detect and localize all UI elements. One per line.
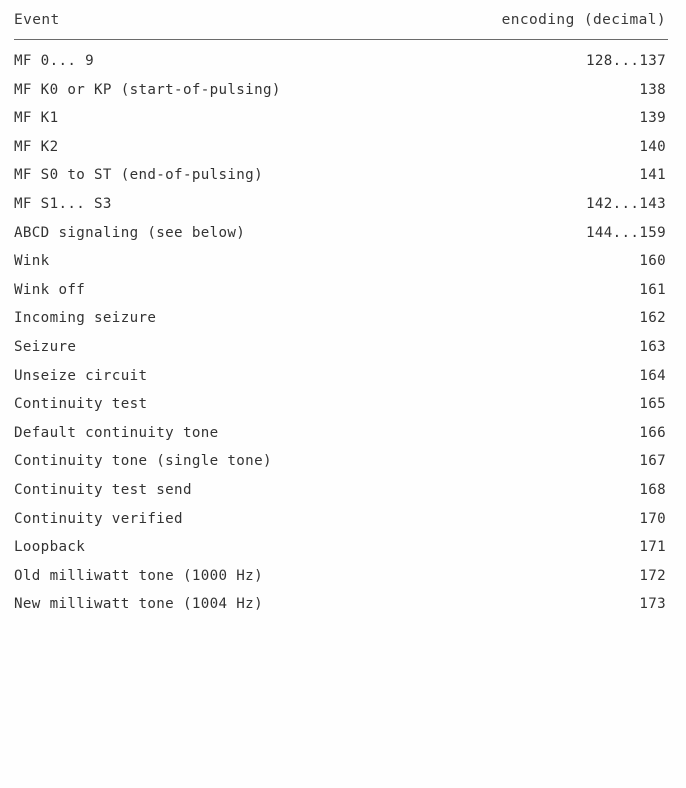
cell-event: MF S1... S3 (14, 195, 112, 212)
cell-encoding: 138 (639, 81, 666, 98)
cell-event: ABCD signaling (see below) (14, 224, 246, 241)
table-row (14, 190, 668, 219)
table-row (14, 390, 668, 419)
cell-encoding: 163 (639, 338, 666, 355)
cell-event: Incoming seizure (14, 310, 157, 327)
table-header-row (14, 6, 668, 40)
table-row (14, 40, 668, 76)
cell-encoding: 142...143 (585, 195, 666, 212)
table-row (14, 561, 668, 590)
cell-encoding: 165 (639, 396, 666, 413)
cell-encoding: 168 (639, 481, 666, 498)
cell-event: Continuity verified (14, 510, 183, 527)
cell-event: Seizure (14, 338, 77, 355)
cell-encoding: 170 (639, 510, 666, 527)
cell-event: MF K1 (14, 110, 59, 127)
column-header-event: Event (14, 12, 60, 28)
cell-encoding: 161 (639, 281, 666, 298)
cell-encoding: 164 (639, 367, 666, 384)
table-header (14, 6, 668, 40)
cell-event: Continuity tone (single tone) (14, 453, 272, 470)
cell-encoding: 172 (639, 567, 666, 584)
cell-event: Old milliwatt tone (1000 Hz) (14, 567, 263, 584)
cell-event: Continuity test (14, 396, 148, 413)
cell-event: MF 0... 9 (14, 53, 95, 69)
table-row (14, 590, 668, 619)
cell-encoding: 140 (639, 138, 666, 155)
table-row (14, 161, 668, 190)
column-header-encoding: encoding (decimal) (501, 12, 666, 28)
cell-event: Unseize circuit (14, 367, 148, 384)
cell-event: New milliwatt tone (1004 Hz) (14, 596, 263, 613)
cell-encoding: 162 (639, 310, 666, 327)
cell-encoding: 141 (639, 167, 666, 184)
table-row (14, 75, 668, 104)
cell-event: Continuity test send (14, 481, 192, 498)
cell-encoding: 144...159 (585, 224, 666, 241)
table-row (14, 418, 668, 447)
table-row (14, 533, 668, 562)
cell-event: Wink (14, 253, 50, 270)
cell-encoding: 167 (639, 453, 666, 470)
cell-encoding: 128...137 (585, 53, 666, 69)
table-row (14, 132, 668, 161)
cell-event: Loopback (14, 539, 86, 556)
table-row (14, 333, 668, 362)
cell-event: MF K2 (14, 138, 59, 155)
table-row (14, 361, 668, 390)
event-encoding-table (14, 6, 668, 619)
cell-encoding: 171 (639, 539, 666, 556)
table-body (14, 40, 668, 619)
cell-event: Wink off (14, 281, 86, 298)
table-row (14, 304, 668, 333)
cell-encoding: 173 (639, 596, 666, 613)
table-row (14, 218, 668, 247)
table-row (14, 504, 668, 533)
cell-encoding: 160 (639, 253, 666, 270)
table-row (14, 247, 668, 276)
table-row (14, 275, 668, 304)
cell-event: Default continuity tone (14, 424, 219, 441)
cell-event: MF K0 or KP (start-of-pulsing) (14, 81, 281, 98)
cell-event: MF S0 to ST (end-of-pulsing) (14, 167, 263, 184)
cell-encoding: 139 (639, 110, 666, 127)
table-row (14, 447, 668, 476)
cell-encoding: 166 (639, 424, 666, 441)
table-row (14, 476, 668, 505)
table-row (14, 104, 668, 133)
